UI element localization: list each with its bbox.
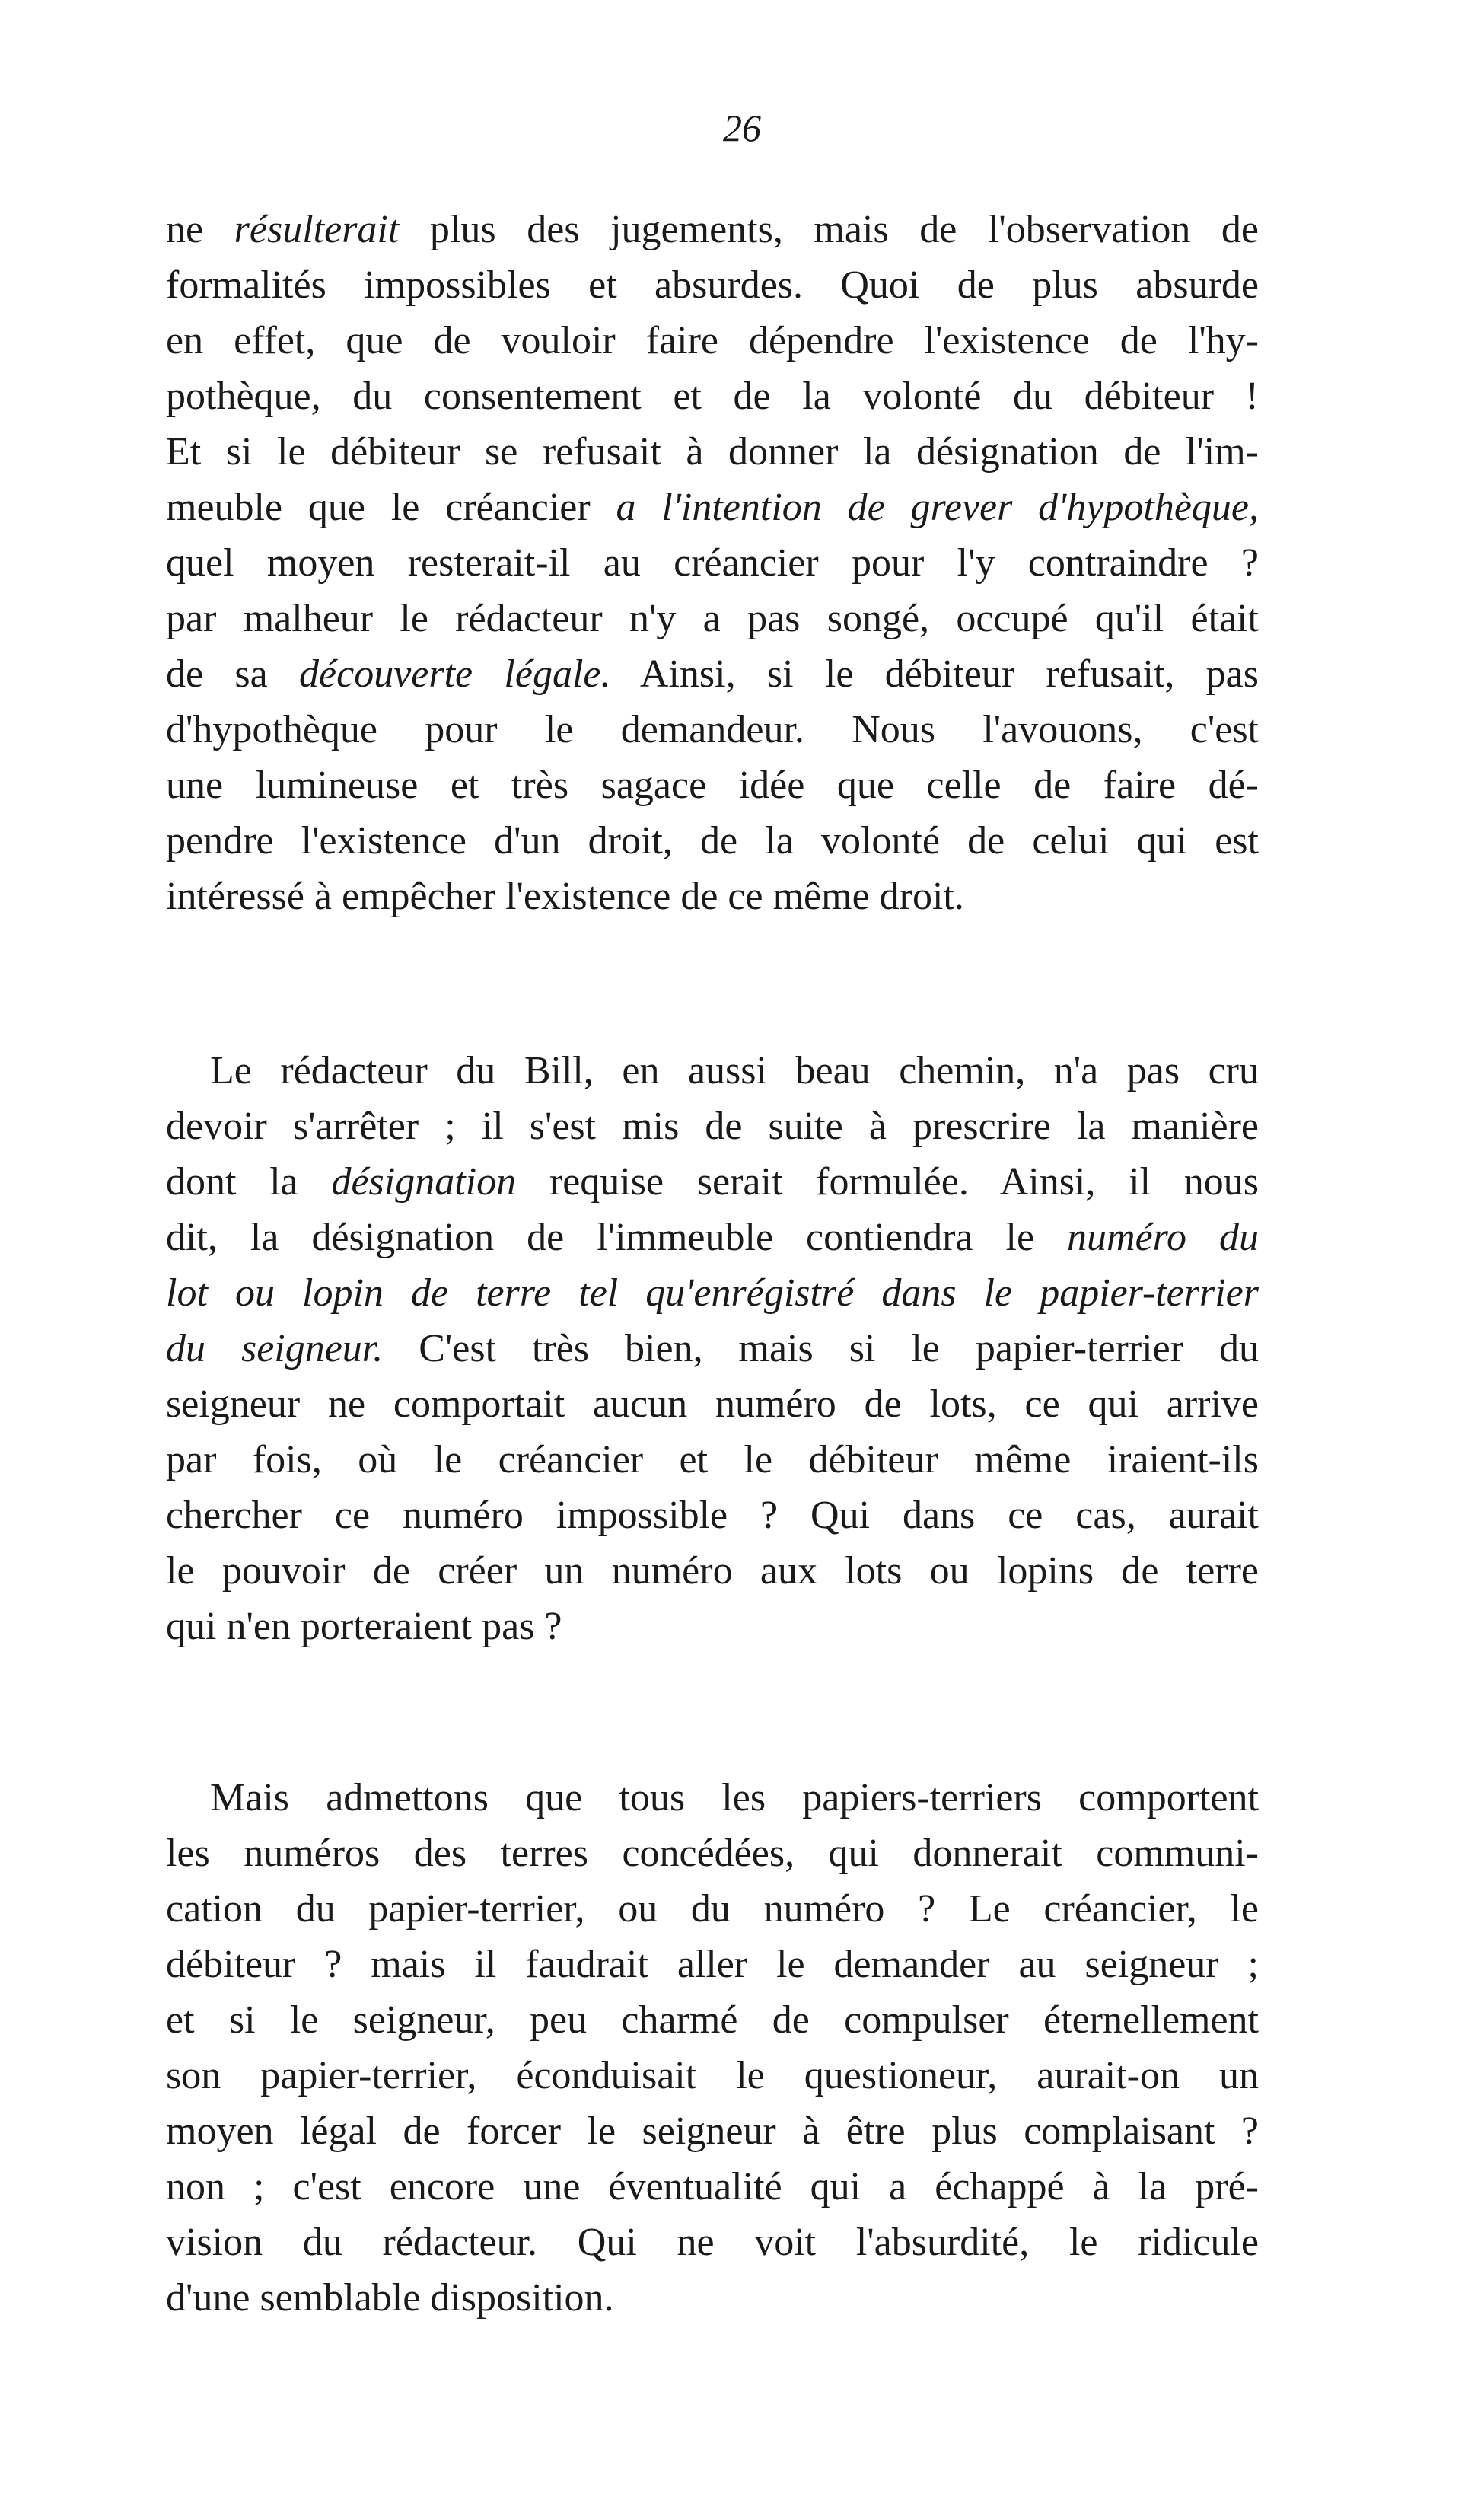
text-line	[166, 1154, 1259, 1210]
text-segment: dit, la désignation de l'immeuble contiendra le	[166, 1216, 1068, 1259]
text-segment: quel moyen resterait-il au créancier pour l'y contraindre ?	[166, 541, 1259, 585]
page-number: 26	[723, 107, 761, 149]
text-segment: qui n'en porteraient pas ?	[166, 1605, 562, 1648]
text-segment: pendre l'existence d'un droit, de la volonté de celui qui est	[166, 819, 1259, 863]
text-segment: Mais admettons que tous les papiers-terriers comportent	[210, 1776, 1259, 1819]
text-segment: formalités impossibles et absurdes. Quoi de plus absurde	[166, 263, 1259, 307]
text-segment: Ainsi, si le débiteur refusait, pas	[610, 652, 1259, 696]
text-segment: moyen légal de forcer le seigneur à être plus complaisant ?	[166, 2109, 1259, 2153]
text-line	[166, 1210, 1259, 1265]
text-segment: pothèque, du consentement et de la volonté du débiteur !	[166, 375, 1259, 418]
text-line	[166, 646, 1259, 702]
text-segment: débiteur ? mais il faudrait aller le demander au seigneur ;	[166, 1943, 1259, 1986]
italic-text: lot ou lopin de terre tel qu'enrégistré dans le papier-terrier	[166, 1271, 1259, 1315]
text-line	[166, 1376, 1259, 1432]
italic-text: a l'intention de grever d'hypothèque,	[616, 486, 1259, 529]
text-segment: plus des jugements, mais de l'observation de	[399, 208, 1259, 251]
text-segment: non ; c'est encore une éventualité qui a échappé à la pré-	[166, 2165, 1259, 2208]
text-line	[166, 869, 1259, 924]
italic-text: numéro du	[1067, 1216, 1259, 1259]
italic-text: du seigneur.	[166, 1327, 384, 1370]
text-segment: par malheur le rédacteur n'y a pas songé, occupé qu'il était	[166, 597, 1259, 640]
text-segment: meuble que le créancier	[166, 486, 616, 529]
text-line	[166, 2270, 1259, 2326]
text-line	[166, 1992, 1259, 2048]
text-segment: une lumineuse et très sagace idée que celle de faire dé-	[166, 764, 1259, 807]
text-segment: en effet, que de vouloir faire dépendre l'existence de l'hy-	[166, 319, 1259, 362]
paragraph	[166, 202, 1259, 924]
text-line	[166, 1321, 1259, 1376]
text-segment: dont la	[166, 1160, 332, 1204]
text-segment: seigneur ne comportait aucun numéro de lots, ce qui arrive	[166, 1382, 1259, 1426]
paragraph	[166, 1043, 1259, 1654]
text-line	[166, 257, 1259, 313]
text-line	[166, 424, 1259, 480]
text-segment: devoir s'arrêter ; il s'est mis de suite à prescrire la manière	[166, 1105, 1259, 1148]
text-line	[166, 202, 1259, 257]
text-line	[166, 2215, 1259, 2270]
text-segment: et si le seigneur, peu charmé de compulser éternellement	[166, 1998, 1259, 2042]
text-line	[166, 591, 1259, 646]
text-line	[166, 1826, 1259, 1881]
text-line	[166, 1265, 1259, 1321]
text-line	[166, 702, 1259, 757]
text-segment: par fois, où le créancier et le débiteur même iraient-ils	[166, 1438, 1259, 1481]
text-line	[166, 1488, 1259, 1543]
text-line	[166, 2103, 1259, 2159]
text-line	[166, 368, 1259, 424]
text-line	[166, 480, 1259, 535]
text-segment: chercher ce numéro impossible ? Qui dans ce cas, aurait	[166, 1494, 1259, 1537]
italic-text: désignation	[331, 1160, 517, 1204]
text-segment: vision du rédacteur. Qui ne voit l'absurdité, le ridicule	[166, 2221, 1259, 2264]
text-line	[166, 1043, 1259, 1099]
text-line	[166, 1881, 1259, 1937]
text-line	[166, 535, 1259, 591]
text-line	[166, 313, 1259, 368]
text-line	[166, 1432, 1259, 1488]
paragraph	[166, 1770, 1259, 2326]
text-line	[166, 813, 1259, 869]
text-segment: les numéros des terres concédées, qui donnerait communi-	[166, 1832, 1259, 1875]
text-line	[166, 1599, 1259, 1654]
text-segment: C'est très bien, mais si le papier-terrier du	[383, 1327, 1259, 1370]
text-line	[166, 2159, 1259, 2215]
text-segment: Le rédacteur du Bill, en aussi beau chemin, n'a pas cru	[210, 1049, 1259, 1092]
text-line	[166, 1543, 1259, 1599]
text-segment: d'hypothèque pour le demandeur. Nous l'avouons, c'est	[166, 708, 1259, 751]
text-segment: d'une semblable disposition.	[166, 2276, 614, 2320]
text-segment: le pouvoir de créer un numéro aux lots ou lopins de terre	[166, 1549, 1259, 1593]
text-segment: de sa	[166, 652, 300, 696]
text-segment: son papier-terrier, éconduisait le questioneur, aurait-on un	[166, 2054, 1259, 2097]
text-segment: Et si le débiteur se refusait à donner la désignation de l'im-	[166, 430, 1259, 474]
italic-text: découverte légale.	[299, 652, 611, 696]
text-segment: requise serait formulée. Ainsi, il nous	[516, 1160, 1259, 1204]
italic-text: résulterait	[234, 208, 400, 251]
text-segment: cation du papier-terrier, ou du numéro ? Le créancier, le	[166, 1887, 1259, 1931]
text-line	[166, 2048, 1259, 2103]
text-line	[166, 757, 1259, 813]
text-line	[166, 1937, 1259, 1992]
text-line	[166, 1099, 1259, 1154]
text-segment: intéressé à empêcher l'existence de ce même droit.	[166, 875, 964, 918]
text-line	[166, 1770, 1259, 1826]
text-segment: ne	[166, 208, 234, 251]
